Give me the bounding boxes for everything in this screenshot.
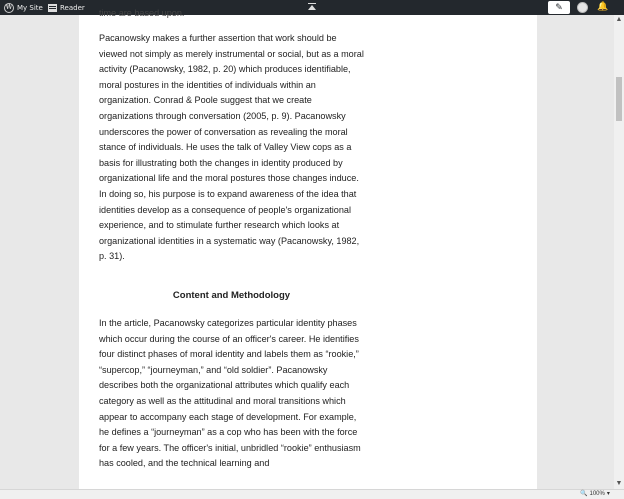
scroll-down-icon[interactable]: ▼ xyxy=(615,480,623,487)
article-page xyxy=(79,8,537,489)
reader-menu[interactable] xyxy=(48,0,85,15)
zoom-control[interactable] xyxy=(580,490,610,499)
user-avatar[interactable] xyxy=(577,2,588,13)
article-paragraph-partial: time are based upon. xyxy=(99,8,185,18)
status-bar xyxy=(0,489,624,499)
write-post-button[interactable] xyxy=(548,1,570,14)
notifications-bell-icon[interactable]: 🔔 xyxy=(597,2,609,12)
zoom-level: 100% xyxy=(589,491,605,497)
article-paragraph: In the article, Pacanowsky categorizes particular identity phases which occur during the course of an officer's career. He identifies four distinct phases of moral identity and labels them as “rookie,” “supercop,” “journeyman,” and “old soldier”. Pacanowsky describes both the organizational attributes which qualify each category as well as the attitudinal and moral transitions which appear to accompany each stage of development. For example, he defines a “journeyman” as a cop who has been with the force for a few years. The officer's initial, unbridled “rookie” enthusiasm has cooled, and the technical learning and xyxy=(99,318,361,469)
my-site-label: My Site xyxy=(17,3,43,12)
article-paragraph: Pacanowsky makes a further assertion that work should be viewed not simply as merely instrumental or social, but as a moral activity (Pacanowsky, 1982, p. 20) which produces identifiable, moral postures in the identities of individuals within an organization. Conrad & Poole suggest that we create organizations through conversation (2005, p. 9). Pacanowsky underscores the power of conversation as revealing the moral stance of individuals. He uses the talk of Valley View cops as a basis for illustrating both the changes in identity produced by organizational life and the moral postures those changes induce. In doing so, his purpose is to expand awareness of the idea that identities develop as a consequence of people's organizational experience, and to stimulate further research which looks at organizational identities in a systematic way (Pacanowsky, 1982, p. 31). xyxy=(99,33,364,262)
my-site-menu[interactable] xyxy=(4,0,43,15)
zoom-icon: 🔍 xyxy=(580,491,588,497)
scroll-up-icon[interactable]: ▲ xyxy=(615,16,623,23)
pencil-icon: ✎ xyxy=(555,2,563,13)
wordpress-logo-icon: W xyxy=(5,3,13,11)
scrollbar-thumb[interactable] xyxy=(616,77,622,121)
chevron-down-icon: ▾ xyxy=(606,491,610,497)
vertical-scrollbar[interactable] xyxy=(614,15,624,489)
section-heading: Content and Methodology xyxy=(172,290,291,301)
reader-icon xyxy=(48,4,57,12)
reader-label: Reader xyxy=(60,3,85,12)
